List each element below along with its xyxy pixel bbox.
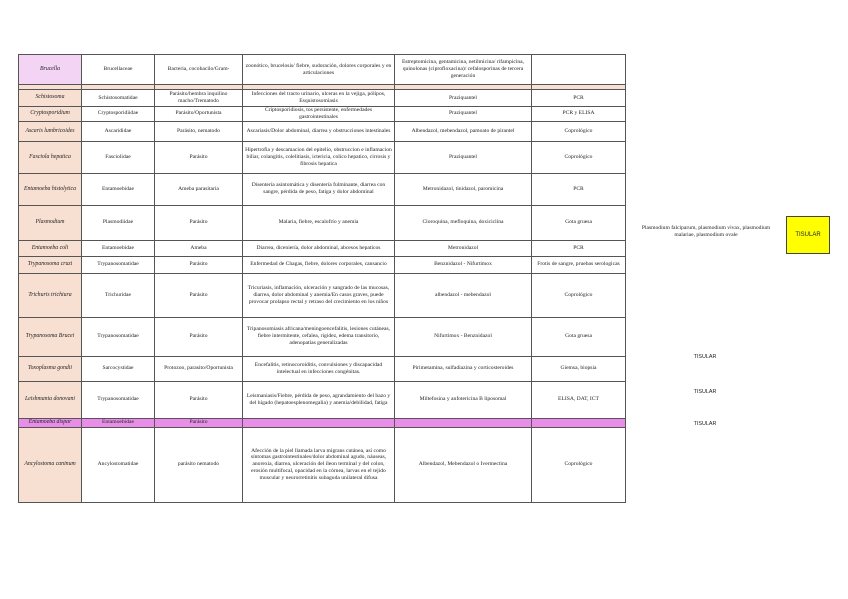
family-cell: Sarcocystidae — [82, 356, 155, 381]
table-row — [19, 121, 626, 141]
treatment-cell: Estreptomicina, gentamicina, netilmicina/ rifampicina, quinolonas (ciprofloxacina)/ cefalosporinas de tercera generación — [395, 55, 532, 85]
disease-cell: Malaria, fiebre, escalofrío y anemia — [243, 205, 395, 240]
genus-cell: Entamoeba coli — [19, 240, 82, 256]
disease-cell: Enfermedad de Chagas, fiebre, dolores corporales, cansancio — [243, 256, 395, 273]
table-row — [19, 256, 626, 273]
category-cell: Ameba parasitaria — [155, 173, 243, 205]
table-row — [19, 205, 626, 240]
genus-cell: Toxoplasma gondii — [19, 356, 82, 381]
treatment-cell: Praziquantel — [395, 107, 532, 122]
tisular-label-leishmania: TISULAR — [693, 421, 717, 427]
disease-cell: zoonótico, brucelosis/ fiebre, sudoración, dolores corporales y en articulaciones — [243, 55, 395, 85]
tisular-label-toxoplasma: TISULAR — [693, 389, 717, 395]
table-body — [19, 55, 626, 503]
treatment-cell: Praziquantel — [395, 141, 532, 173]
diagnosis-cell: PCR — [532, 173, 626, 205]
diagnosis-cell: ELISA, DAT, ICT — [532, 381, 626, 418]
category-cell: Bacteria, cocobacilo/Gram- — [155, 55, 243, 85]
table-row — [19, 90, 626, 107]
table-row — [19, 55, 626, 85]
category-cell: Parásito, nematodo — [155, 121, 243, 141]
diagnosis-cell: Giemsa, biopsia — [532, 356, 626, 381]
category-cell: Parásito — [155, 205, 243, 240]
category-cell: Parásito/Oportunista — [155, 107, 243, 122]
family-cell: Fasciolidae — [82, 141, 155, 173]
category-cell: Parásito — [155, 418, 243, 427]
parasite-table — [18, 54, 626, 503]
family-cell: Entamoebidae — [82, 173, 155, 205]
diagnosis-cell: PCR — [532, 90, 626, 107]
genus-cell: Ascaris lumbricoides — [19, 121, 82, 141]
treatment-cell: albendazol - mebendazol — [395, 273, 532, 317]
diagnosis-cell: Coprológico — [532, 121, 626, 141]
genus-cell: Brucella — [19, 55, 82, 85]
genus-cell: Schistosoma — [19, 90, 82, 107]
family-cell: Trypanosomatidae — [82, 317, 155, 356]
table-row — [19, 381, 626, 418]
plasmodium-species-note: Plasmodium falciparum, plasmodium vivax, plasmodium malariae, plasmodium ovale — [641, 225, 771, 238]
category-cell: Parásito — [155, 317, 243, 356]
tisular-highlight-box: TISULAR — [786, 216, 830, 254]
genus-cell: Leishmania donovani — [19, 381, 82, 418]
table-row — [19, 273, 626, 317]
family-cell: Schistosomatidae — [82, 90, 155, 107]
category-cell: Parásito — [155, 141, 243, 173]
category-cell: Parásito — [155, 381, 243, 418]
disease-cell: Criptosporidiosis, tos persistente, enfermedades gastrointestinales — [243, 107, 395, 122]
treatment-cell: Metronidazol, tinidazol, paromicina — [395, 173, 532, 205]
treatment-cell: Albendazol, Mebendazol o Ivermectina — [395, 427, 532, 502]
disease-cell: Tripanosomiasis africana/meningoencefalitis, lesiones cutáneas, fiebre intermitente, cefalea, rigidez, edema transitorio, adenopatías generalizadas — [243, 317, 395, 356]
disease-cell: Hipertrofia y descamacion del epitelio, obstruccion e inflamacion biliar, colangitis, colelitiasis, ictericia, colico hepatico, cirrosis y fibrosis hepatica — [243, 141, 395, 173]
diagnosis-cell: Frotis de sangre, pruebas serologicas — [532, 256, 626, 273]
treatment-cell: Albendazol, mebendazol, pamoato de pirantel — [395, 121, 532, 141]
table-row — [19, 173, 626, 205]
diagnosis-cell: PCR — [532, 240, 626, 256]
category-cell: Parásito — [155, 273, 243, 317]
diagnosis-cell: Coprológico — [532, 273, 626, 317]
diagnosis-cell: Coprológico — [532, 427, 626, 502]
genus-cell: Fasciola hepatica — [19, 141, 82, 173]
genus-cell: Ancylostoma caninum — [19, 427, 82, 502]
category-cell: Ameba — [155, 240, 243, 256]
disease-cell — [243, 418, 395, 427]
treatment-cell: Pirimetamina, sulfadiazina y corticosteroides — [395, 356, 532, 381]
table-row — [19, 427, 626, 502]
genus-cell: Trichuris trichiura — [19, 273, 82, 317]
table-row — [19, 418, 626, 427]
genus-cell: Entamoeba histolytica — [19, 173, 82, 205]
family-cell: Trichuridae — [82, 273, 155, 317]
family-cell: Brucellaceae — [82, 55, 155, 85]
category-cell: Parásito/hembra inquilino macho/Trematodo — [155, 90, 243, 107]
disease-cell: Leismaniasis/Fiebre, pérdida de peso, agrandamiento del bazo y del hígado (hepatoesplenomegalia) y anemia/debilidad, fatiga — [243, 381, 395, 418]
family-cell: Ascarididae — [82, 121, 155, 141]
category-cell: Parásito — [155, 256, 243, 273]
table-row — [19, 240, 626, 256]
treatment-cell — [395, 418, 532, 427]
disease-cell: Ascariasis/Dolor abdominal, diarrea y obstrucciones intestinales — [243, 121, 395, 141]
treatment-cell: Miltefosina y anfotericina B liposomal — [395, 381, 532, 418]
diagnosis-cell: Coprológico — [532, 141, 626, 173]
family-cell: Ancylostomatidae — [82, 427, 155, 502]
table-row — [19, 356, 626, 381]
category-cell: Protozoo, parasito/Oportunista — [155, 356, 243, 381]
diagnosis-cell: Gota gruesa — [532, 317, 626, 356]
genus-cell: Entamoeba dispar — [19, 418, 82, 427]
disease-cell: Disentería asintomática y disentería fulminante, diarrea con sangre, pérdida de peso, fatiga y dolor abdominal — [243, 173, 395, 205]
family-cell: Entamoebidae — [82, 240, 155, 256]
category-cell: parásito nematodo — [155, 427, 243, 502]
treatment-cell: Cloroquina, mefloquina, doxiciclina — [395, 205, 532, 240]
table-row — [19, 141, 626, 173]
diagnosis-cell — [532, 55, 626, 85]
disease-cell: Afección de la piel llamada larva migrans cutánea, así como síntomas gastrointestinales/dolor abdominal agudo, náuseas, anorexia, diarrea, ulceración del íleon terminal y del colon, erosión multifocal, opacidad en la córnea, larvas en el tejido muscular y neurorretinitis subaguda unilateral difusa — [243, 427, 395, 502]
disease-cell: Encefalitis, retinocoroiditis, convulsiones y discapacidad intelectual en infecciones congénitas. — [243, 356, 395, 381]
disease-cell: Infecciones del tracto urinario, ulceras en la vejiga, pólipos, Esquistosomiasis — [243, 90, 395, 107]
genus-cell: Trypanosoma Brucei — [19, 317, 82, 356]
family-cell: Cryptosporidiidae — [82, 107, 155, 122]
family-cell: Trypanosomatidae — [82, 256, 155, 273]
treatment-cell: Nifurtimox - Benznidazol — [395, 317, 532, 356]
family-cell: Plasmodiidae — [82, 205, 155, 240]
tisular-label-brucei: TISULAR — [693, 354, 717, 360]
family-cell: Trypanosomatidae — [82, 381, 155, 418]
disease-cell: Tricuriasis, inflamación, ulceración y sangrado de las mucosas, diarrea, dolor abdominal y anemia/En casos graves, puede provocar prolapso rectal y retraso del crecimiento en los niños — [243, 273, 395, 317]
genus-cell: Trypanosoma cruzi — [19, 256, 82, 273]
diagnosis-cell: Gota gruesa — [532, 205, 626, 240]
table-row — [19, 317, 626, 356]
family-cell: Entamoebidae — [82, 418, 155, 427]
disease-cell: Diarrea, diceniería, dolor abdominal, abcesos hepaticos — [243, 240, 395, 256]
diagnosis-cell: PCR y ELISA — [532, 107, 626, 122]
genus-cell: Plasmodium — [19, 205, 82, 240]
table-row — [19, 107, 626, 122]
treatment-cell: Benznidazol - Nifurtimox — [395, 256, 532, 273]
treatment-cell: Praziquantel — [395, 90, 532, 107]
diagnosis-cell — [532, 418, 626, 427]
treatment-cell: Metronidazol — [395, 240, 532, 256]
genus-cell: Cryptosporidium — [19, 107, 82, 122]
